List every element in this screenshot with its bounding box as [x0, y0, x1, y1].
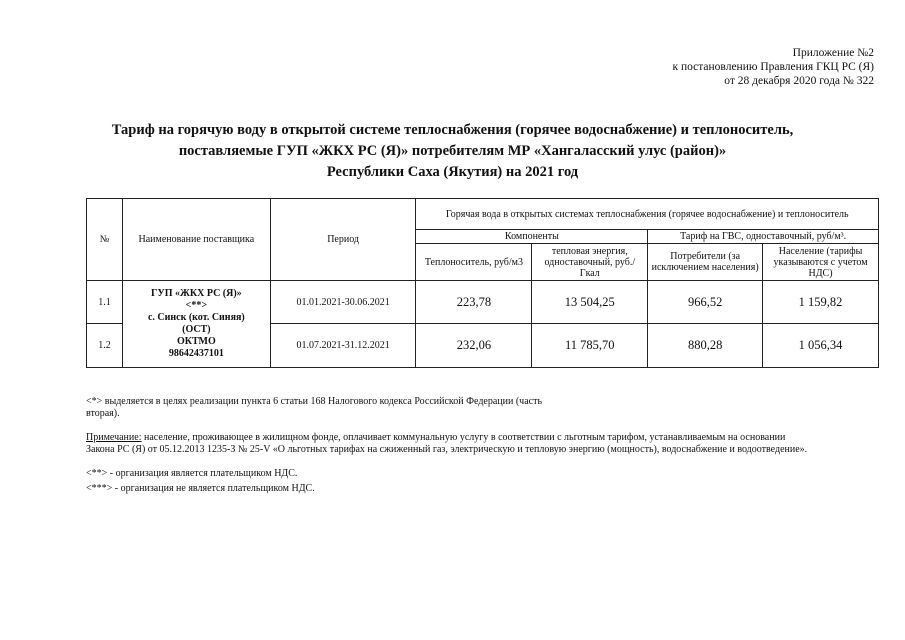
footnote-vat-nonpayer: <***> - организация не является плательщиком НДС.	[86, 483, 315, 494]
title-line-3: Республики Саха (Якутия) на 2021 год	[326, 164, 579, 180]
row-population: 1 056,34	[763, 324, 879, 368]
document-title	[0, 120, 905, 183]
header-heat-energy: тепловая энергия, одноставочный, руб./Гкал	[532, 244, 648, 281]
title-line-1: Тариф на горячую воду в открытой системе теплоснабжения (горячее водоснабжение) и теплоноситель,	[111, 122, 794, 138]
supplier-name: ГУП «ЖКХ РС (Я)»	[151, 288, 242, 299]
row-num: 1.1	[87, 281, 123, 324]
remark	[86, 432, 886, 444]
header-components: Компоненты	[416, 230, 648, 244]
header-period: Период	[270, 199, 416, 281]
footnotes	[86, 396, 886, 495]
header-supplier: Наименование поставщика	[122, 199, 270, 281]
supplier-vat-mark: <**>	[185, 300, 208, 311]
row-population: 1 159,82	[763, 281, 879, 324]
title-line-2: поставляемые ГУП «ЖКХ РС (Я)» потребителям МР «Хангаласский улус (район)»	[178, 143, 727, 159]
header-hot-water-group: Горячая вода в открытых системах теплоснабжения (горячее водоснабжение) и теплоноситель	[416, 199, 879, 230]
remark-label: Примечание:	[86, 432, 142, 443]
supplier-oktmo-label: ОКТМО	[176, 336, 216, 347]
appendix-line-1: Приложение №2	[792, 47, 874, 59]
tariff-table	[86, 198, 879, 368]
row-heat-energy: 13 504,25	[532, 281, 648, 324]
supplier-cell	[122, 281, 270, 368]
footnote-star-line-2: вторая).	[86, 408, 120, 419]
header-num: №	[87, 199, 123, 281]
row-coolant: 232,06	[416, 324, 532, 368]
header-coolant: Теплоноситель, руб/м3	[416, 244, 532, 281]
appendix-line-3: от 28 декабря 2020 года № 322	[724, 75, 874, 87]
header-tariff: Тариф на ГВС, одноставочный, руб/м³.	[648, 230, 879, 244]
footnote-vat-payer: <**> - организация является плательщиком НДС.	[86, 468, 298, 479]
header-consumers: Потребители (за исключением населения)	[648, 244, 763, 281]
supplier-location: с. Синск (кот. Синяя)	[147, 312, 245, 323]
row-consumers: 966,52	[648, 281, 763, 324]
row-period: 01.01.2021-30.06.2021	[270, 281, 416, 324]
table-row	[87, 281, 879, 324]
row-num: 1.2	[87, 324, 123, 368]
footnote-star-line-1: <*> выделяется в целях реализации пункта 6 статьи 168 Налогового кодекса Российской Федерации (часть	[86, 396, 543, 407]
supplier-oktmo-code: 98642437101	[168, 348, 224, 359]
row-heat-energy: 11 785,70	[532, 324, 648, 368]
header-population: Население (тарифы указываются с учетом НДС)	[763, 244, 879, 281]
remark-line-2: Закона РС (Я) от 05.12.2013 1235-З № 25-V «О льготных тарифах на сжиженный газ, электрическую и тепловую энергию (мощность), водоснабжение и водоотведение».	[86, 444, 808, 455]
row-consumers: 880,28	[648, 324, 763, 368]
appendix-header	[673, 46, 875, 88]
row-period: 01.07.2021-31.12.2021	[270, 324, 416, 368]
supplier-system: (ОСТ)	[182, 324, 211, 335]
remark-line-1: население, проживающее в жилищном фонде, оплачивает коммунальную услугу в соответствии с льготным тарифом, устанавливаемым на основании	[141, 432, 786, 443]
row-coolant: 223,78	[416, 281, 532, 324]
appendix-line-2: к постановлению Правления ГКЦ РС (Я)	[672, 61, 874, 73]
